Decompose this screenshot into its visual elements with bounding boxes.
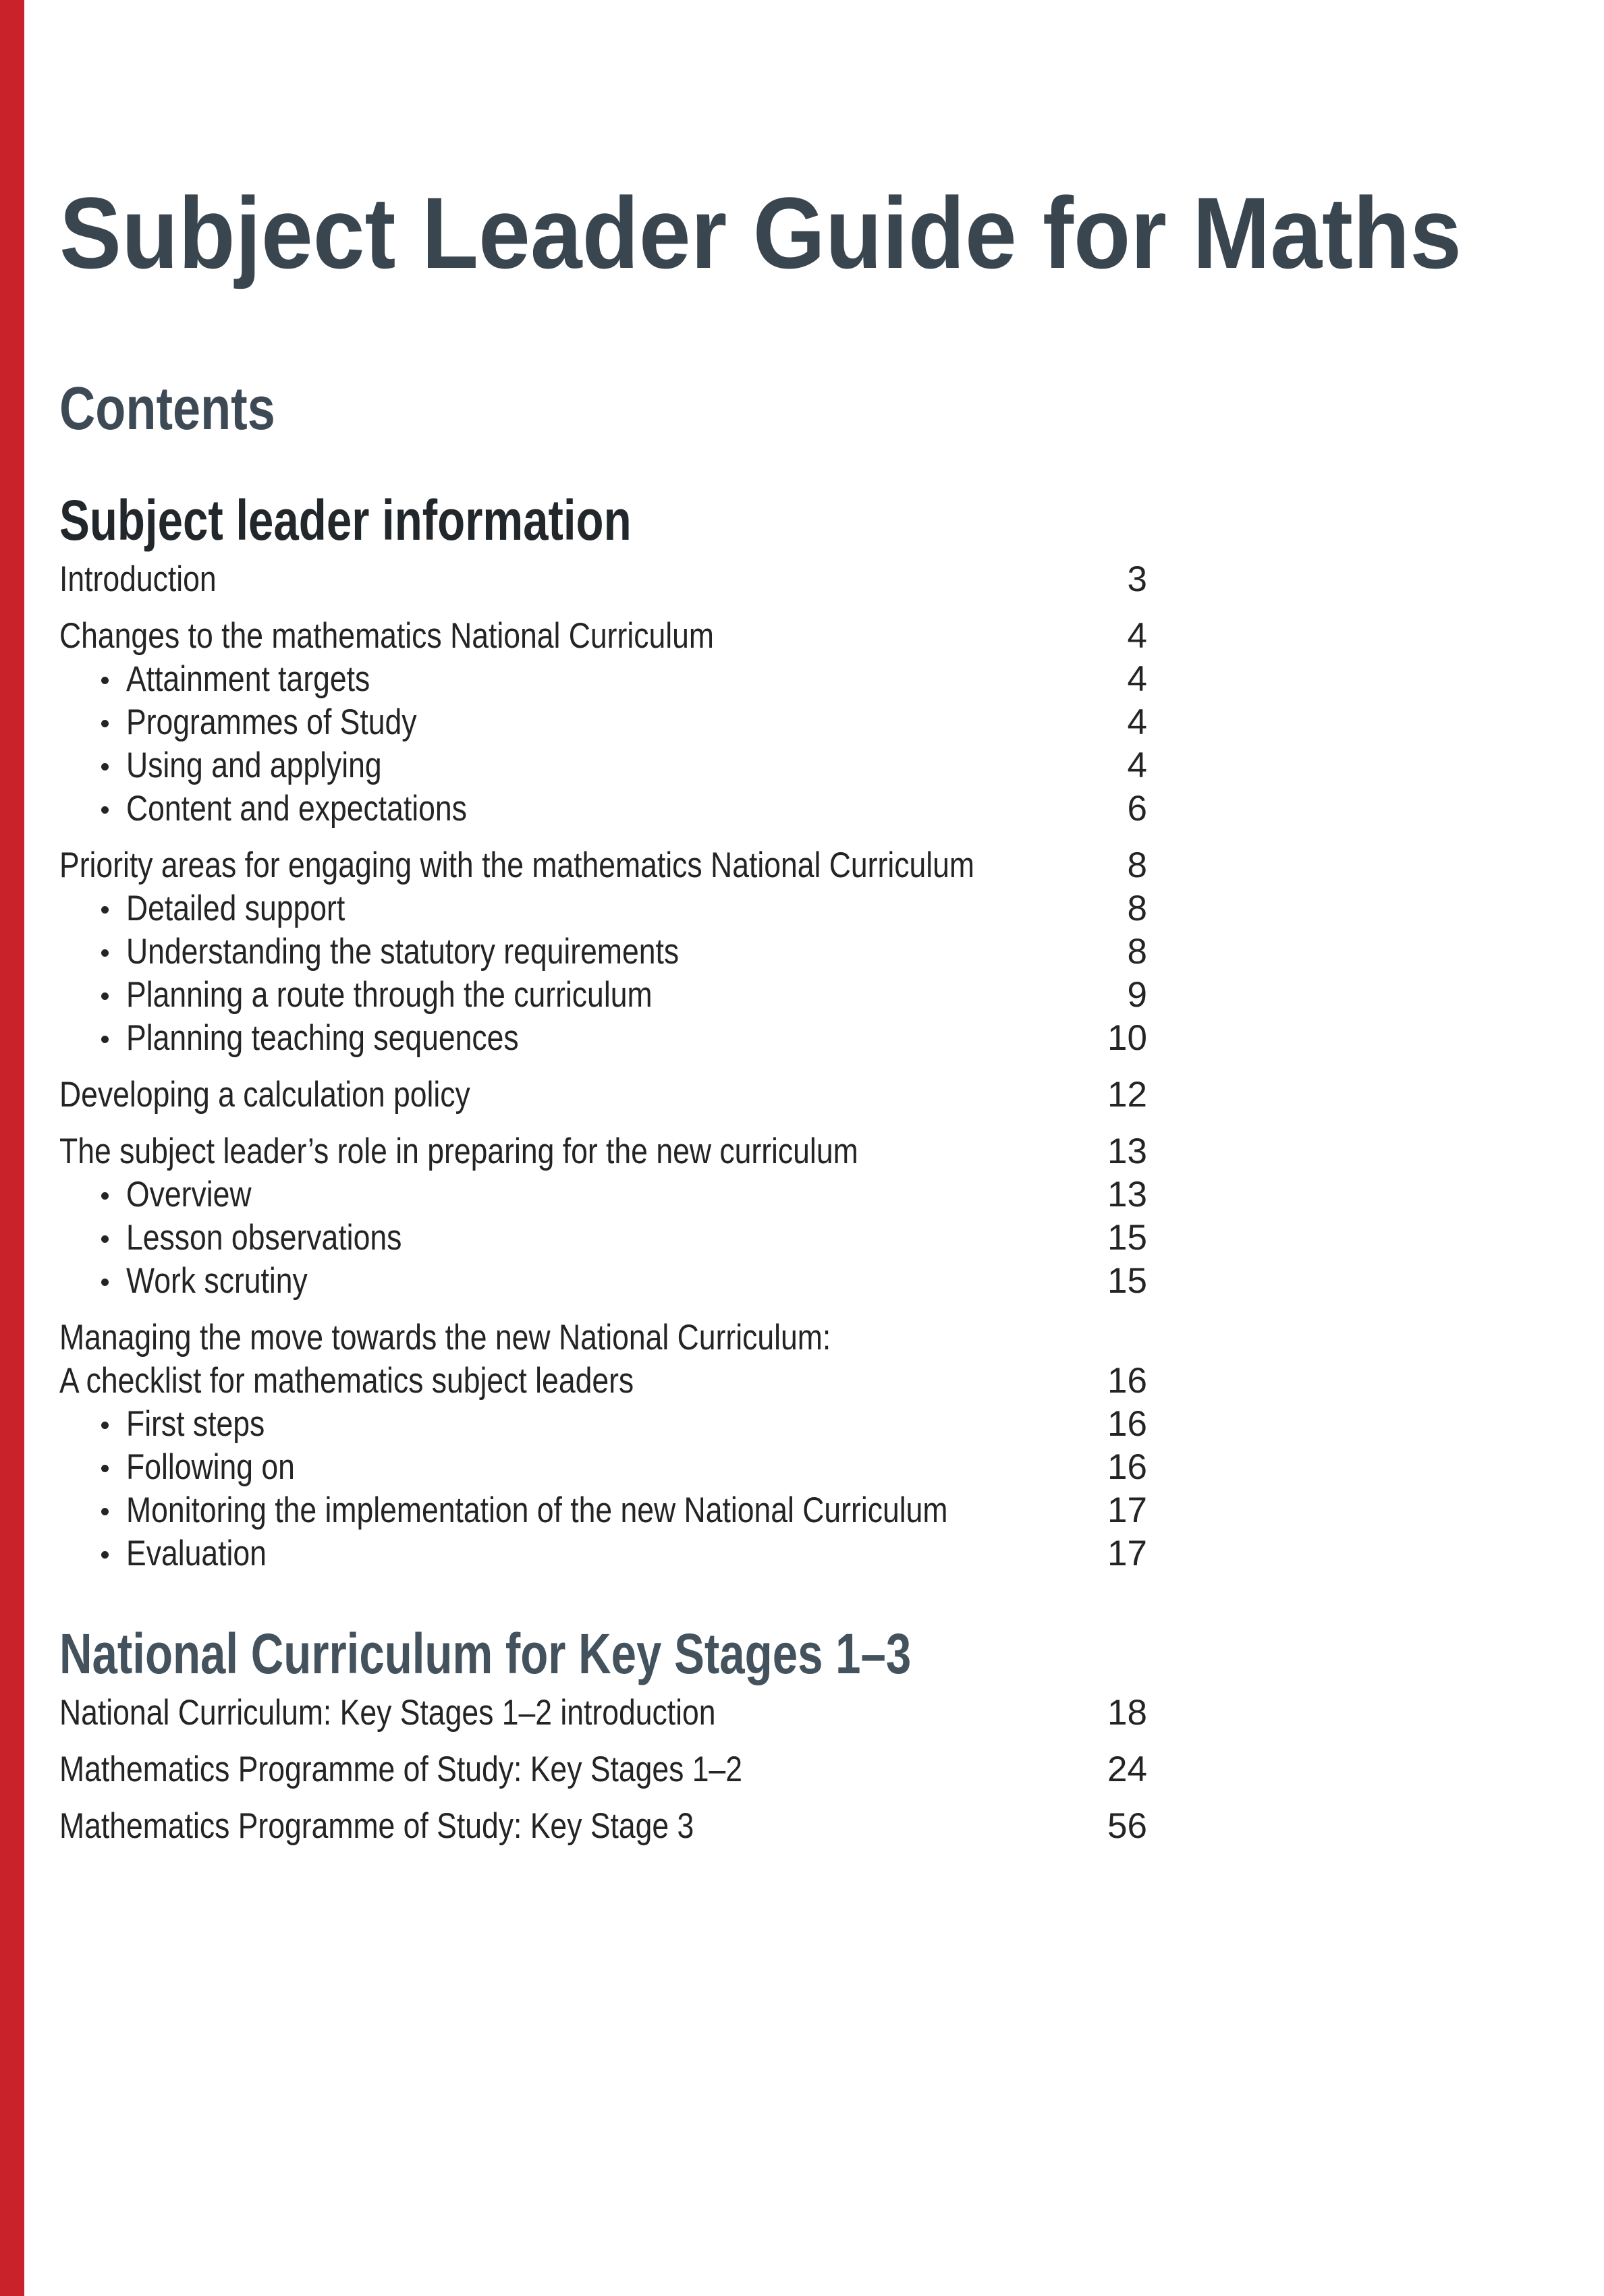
toc-entry-label: Using and applying <box>126 746 382 785</box>
toc-page-number: 10 <box>1107 1018 1147 1058</box>
toc-page-number: 13 <box>1107 1131 1147 1171</box>
toc-entry-label: Mathematics Programme of Study: Key Stage 3 <box>59 1806 694 1846</box>
document-title: Subject Leader Guide for Maths <box>59 176 1462 289</box>
toc-page-number: 17 <box>1107 1534 1147 1573</box>
bullet-icon <box>101 1036 109 1043</box>
toc-entry-label: Developing a calculation policy <box>59 1075 470 1115</box>
toc-entry-label: Evaluation <box>126 1534 267 1573</box>
bullet-icon <box>101 1508 109 1515</box>
toc-row <box>59 1534 1147 1573</box>
toc-page-number: 16 <box>1107 1447 1147 1487</box>
toc-entry-label: Programmes of Study <box>126 702 417 742</box>
bullet-icon <box>101 1235 109 1243</box>
toc-page-number: 4 <box>1127 746 1147 785</box>
toc-page-number: 15 <box>1107 1261 1147 1301</box>
toc-row <box>59 1491 1147 1530</box>
toc-page-number: 16 <box>1107 1361 1147 1401</box>
toc-page-number: 56 <box>1107 1806 1147 1846</box>
toc-entry-label: Content and expectations <box>126 789 467 829</box>
toc-row <box>59 1693 1147 1733</box>
toc-row <box>59 1219 1147 1258</box>
toc-page-number: 4 <box>1127 702 1147 742</box>
toc-page-number: 16 <box>1107 1404 1147 1444</box>
bullet-icon <box>101 763 109 771</box>
toc-row <box>59 789 1147 829</box>
bullet-icon <box>101 806 109 814</box>
toc-entry-label: Introduction <box>59 559 217 599</box>
bullet-icon <box>101 1551 109 1559</box>
toc-row <box>59 932 1147 972</box>
section-heading: Subject leader information <box>59 488 632 552</box>
bullet-icon <box>101 992 109 1000</box>
toc-page-number: 17 <box>1107 1490 1147 1530</box>
contents-heading: Contents <box>59 375 275 443</box>
left-red-accent-bar <box>0 0 24 2296</box>
toc-row <box>59 703 1147 742</box>
toc-entry-label: Priority areas for engaging with the mathematics National Curriculum <box>59 845 974 885</box>
toc-page-number: 12 <box>1107 1075 1147 1115</box>
toc-entry-label: Work scrutiny <box>126 1261 308 1301</box>
toc-row <box>59 1750 1147 1789</box>
toc-page-number: 13 <box>1107 1175 1147 1214</box>
bullet-icon <box>101 1279 109 1286</box>
toc-row <box>59 746 1147 785</box>
toc-entry-label: Attainment targets <box>126 659 370 699</box>
toc-entry-label: Following on <box>126 1447 295 1487</box>
toc-page-number: 9 <box>1127 975 1147 1015</box>
toc-entry-label: Planning teaching sequences <box>126 1018 519 1058</box>
toc-entry-label: The subject leader’s role in preparing for the new curriculum <box>59 1131 858 1171</box>
toc-page-number: 8 <box>1127 845 1147 885</box>
toc-row <box>59 1362 1147 1401</box>
toc-page-number: 3 <box>1127 559 1147 599</box>
section-heading: National Curriculum for Key Stages 1–3 <box>59 1622 912 1685</box>
bullet-icon <box>101 720 109 727</box>
toc-page-number: 6 <box>1127 789 1147 829</box>
toc-row <box>59 1132 1147 1171</box>
bullet-icon <box>101 949 109 957</box>
toc-entry-label: Overview <box>126 1175 252 1214</box>
toc-row <box>59 617 1147 656</box>
toc-page-number: 4 <box>1127 616 1147 656</box>
toc-entry-label: Monitoring the implementation of the new National Curriculum <box>126 1490 948 1530</box>
toc-row <box>59 1075 1147 1115</box>
bullet-icon <box>101 677 109 684</box>
toc-page-number: 24 <box>1107 1749 1147 1789</box>
bullet-icon <box>101 1192 109 1200</box>
toc-page-number: 15 <box>1107 1218 1147 1258</box>
toc-row <box>59 560 1147 599</box>
toc-entry-label: Changes to the mathematics National Curriculum <box>59 616 714 656</box>
toc-row <box>59 846 1147 885</box>
bullet-icon <box>101 1465 109 1472</box>
toc-entry-label: Managing the move towards the new National Curriculum: <box>59 1318 831 1357</box>
toc-entry-label: Lesson observations <box>126 1218 402 1258</box>
toc-row <box>59 1405 1147 1444</box>
toc-row <box>59 1448 1147 1487</box>
bullet-icon <box>101 906 109 914</box>
toc-row <box>59 1318 1147 1357</box>
toc-entry-label: First steps <box>126 1404 265 1444</box>
toc-entry-label: Planning a route through the curriculum <box>126 975 653 1015</box>
toc-row <box>59 1807 1147 1846</box>
bullet-icon <box>101 1422 109 1429</box>
toc-row <box>59 660 1147 699</box>
toc-entry-label: A checklist for mathematics subject leaders <box>59 1361 634 1401</box>
toc-row <box>59 1019 1147 1058</box>
toc-entry-label: Detailed support <box>126 889 345 928</box>
toc-page-number: 18 <box>1107 1693 1147 1733</box>
toc-row <box>59 1175 1147 1214</box>
toc-page-number: 8 <box>1127 932 1147 972</box>
toc-row <box>59 889 1147 928</box>
toc-page-number: 8 <box>1127 889 1147 928</box>
toc-row <box>59 976 1147 1015</box>
toc-entry-label: National Curriculum: Key Stages 1–2 introduction <box>59 1693 716 1733</box>
table-of-contents <box>59 488 1147 1846</box>
toc-entry-label: Understanding the statutory requirements <box>126 932 680 972</box>
toc-row <box>59 1262 1147 1301</box>
document-page-content <box>59 176 1462 1846</box>
toc-page-number: 4 <box>1127 659 1147 699</box>
toc-entry-label: Mathematics Programme of Study: Key Stages 1–2 <box>59 1749 743 1789</box>
